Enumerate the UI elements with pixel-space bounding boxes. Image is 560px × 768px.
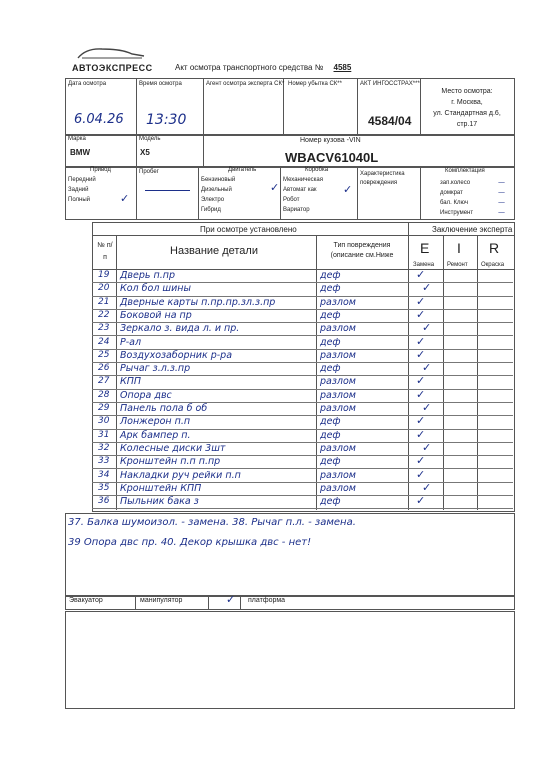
col-r-sub: Окраска <box>481 262 505 268</box>
row-damage-type: разлом <box>320 469 356 481</box>
row-number: 35 <box>98 482 110 493</box>
row-number: 25 <box>98 349 110 360</box>
act-title: Акт осмотра транспортного средства № <box>175 63 324 72</box>
row-number: 21 <box>98 296 110 307</box>
gearbox-item: Вариатор <box>283 207 310 213</box>
engine-title: Двигатель <box>228 167 257 173</box>
vin-value: WBACV61040L <box>285 150 379 165</box>
col-r-header: R <box>489 240 500 256</box>
row-damage-type: деф <box>320 416 341 428</box>
table-row <box>92 283 513 296</box>
table-row <box>92 416 513 429</box>
brand-value: BMW <box>70 148 90 157</box>
row-damage-type: разлом <box>320 349 356 361</box>
col-i-header: I <box>457 240 461 256</box>
place-value-2: ул. Стандартная д.6, <box>433 110 501 117</box>
gearbox-check-icon: ✓ <box>343 184 353 196</box>
engine-check-icon: ✓ <box>270 182 280 194</box>
row-number: 22 <box>98 309 110 320</box>
row-check-icon: ✓ <box>422 481 432 494</box>
evac-row <box>65 595 515 610</box>
row-number: 20 <box>98 283 110 294</box>
engine-item: Гибрид <box>201 207 221 213</box>
row-damage-type: деф <box>320 336 341 348</box>
agent-label: АКТ ИНГОССТРАХ*** <box>360 81 420 87</box>
engine-list <box>201 175 235 215</box>
row-part-name: Кронштейн п.п п.пр <box>120 456 221 468</box>
vin-label: Номер кузова -VIN <box>300 137 361 144</box>
page-title <box>175 63 351 72</box>
row-check-icon: ✓ <box>422 322 432 335</box>
row-check-icon: ✓ <box>416 415 426 428</box>
row-part-name: КПП <box>120 376 142 388</box>
row-check-icon: ✓ <box>416 269 426 281</box>
row-damage-type: деф <box>320 496 341 508</box>
logo <box>72 46 153 73</box>
row-damage-type: разлом <box>320 376 356 388</box>
time-value: 13:30 <box>146 112 187 128</box>
kit-item: зап.колесо <box>440 180 471 186</box>
agent-value: 4584/04 <box>368 114 412 128</box>
row-number: 33 <box>98 456 110 467</box>
row-part-name: Панель пола б об <box>120 403 208 414</box>
table-row <box>92 323 513 336</box>
row-damage-type: деф <box>320 270 341 281</box>
mileage-label: Пробег <box>139 169 159 175</box>
model-value: X5 <box>140 148 150 157</box>
table-row <box>92 470 513 483</box>
col-num-header: № п/п <box>97 242 113 261</box>
col-e-sub: Замена <box>413 262 435 268</box>
row-check-icon: ✓ <box>416 455 426 468</box>
row-damage-type: деф <box>320 309 341 321</box>
gearbox-list <box>283 175 323 215</box>
damage-character-label: Характеристика повреждения <box>360 171 405 186</box>
evac-manip: манипулятор <box>140 597 183 604</box>
table-row <box>92 390 513 403</box>
evac-platform: платформа <box>248 597 286 604</box>
date-value: 6.04.26 <box>74 112 124 127</box>
row-part-name: Накладки руч рейки п.п <box>120 469 241 481</box>
gearbox-title: Коробка <box>305 167 329 173</box>
evac-check-icon: ✓ <box>226 594 236 606</box>
row-damage-type: деф <box>320 429 341 441</box>
row-check-icon: ✓ <box>416 428 426 441</box>
drive-title: Привод <box>90 167 111 173</box>
bottom-box <box>65 611 515 709</box>
row-check-icon: ✓ <box>416 295 426 308</box>
row-number: 24 <box>98 336 110 347</box>
table-row <box>92 376 513 389</box>
row-damage-type: деф <box>320 283 341 295</box>
place-value-3: стр.17 <box>456 121 478 128</box>
row-part-name: Боковой на пр <box>120 309 192 321</box>
row-part-name: Зеркало з. вида л. и пр. <box>120 323 240 335</box>
row-check-icon: ✓ <box>422 402 432 414</box>
table-row <box>92 430 513 443</box>
table-row <box>92 310 513 323</box>
expert-title: Заключение эксперта <box>432 225 513 234</box>
col-i-sub: Ремонт <box>447 262 468 268</box>
row-part-name: Пыльник бака з <box>120 496 199 508</box>
row-check-icon: ✓ <box>416 468 426 481</box>
gearbox-item: Автомат как <box>283 187 317 193</box>
row-number: 28 <box>98 389 110 400</box>
model-label: Модель <box>139 136 161 142</box>
row-check-icon: ✓ <box>416 375 426 388</box>
row-number: 36 <box>98 496 110 507</box>
table-row <box>92 403 513 416</box>
table-row <box>92 443 513 456</box>
loss-number-label: Номер убытка СК** <box>288 81 342 87</box>
row-damage-type: разлом <box>320 482 356 494</box>
row-part-name: Кронштейн КПП <box>120 482 202 494</box>
row-part-name: Рычаг з.л.з.пр <box>120 363 191 375</box>
row-part-name: Лонжерон п.п <box>120 416 191 428</box>
kit-item: Инструмент <box>440 210 474 216</box>
date-label: Дата осмотра <box>68 81 107 87</box>
row-check-icon: ✓ <box>422 362 432 375</box>
row-number: 32 <box>98 442 110 453</box>
section-title: При осмотре установлено <box>200 225 297 234</box>
drive-list <box>68 175 96 205</box>
table-row <box>92 456 513 469</box>
row-number: 34 <box>98 469 110 480</box>
gearbox-item: Робот <box>283 197 300 203</box>
engine-item: Бензиновый <box>201 177 236 183</box>
row-check-icon: ✓ <box>422 282 432 295</box>
row-check-icon: ✓ <box>416 335 426 348</box>
row-part-name: Арк бампер п. <box>120 429 191 441</box>
row-check-icon: ✓ <box>416 348 426 361</box>
row-check-icon: ✓ <box>416 495 426 508</box>
row-number: 29 <box>98 403 110 413</box>
drive-check-icon: ✓ <box>120 193 130 205</box>
col-name-header: Название детали <box>170 245 258 257</box>
table-row <box>92 297 513 310</box>
row-part-name: Воздухозаборник р-ра <box>120 349 233 361</box>
row-damage-type: разлом <box>320 389 356 401</box>
row-part-name: Кол бол шины <box>120 283 191 295</box>
act-number: 4585 <box>333 63 352 72</box>
kit-item: домкрат <box>440 190 463 196</box>
row-damage-type: деф <box>320 363 341 375</box>
table-row <box>92 337 513 350</box>
row-damage-type: деф <box>320 456 341 468</box>
row-part-name: Р-ал <box>120 336 142 348</box>
table-row <box>92 350 513 363</box>
drive-item: Полный <box>68 197 90 203</box>
row-number: 27 <box>98 376 110 387</box>
row-number: 26 <box>98 363 110 374</box>
row-damage-type: разлом <box>320 323 356 335</box>
row-damage-type: разлом <box>320 296 356 308</box>
row-check-icon: ✓ <box>416 388 426 401</box>
col-type-header: Тип повреждения (описание см.Ниже <box>330 242 394 259</box>
kit-list <box>440 178 473 218</box>
place-value-1: г. Москва, <box>451 99 483 106</box>
drive-item: Передний <box>68 177 96 183</box>
table-row <box>92 483 513 496</box>
notes-line-2: 39 Опора двс пр. 40. Декор крышка двс - нет! <box>68 537 312 548</box>
place-label: Место осмотра: <box>441 88 493 95</box>
row-check-icon: ✓ <box>422 441 432 454</box>
engine-item: Дизельный <box>201 187 232 193</box>
kit-item: бал. Ключ <box>440 200 468 206</box>
row-damage-type: разлом <box>320 403 356 414</box>
engine-item: Электро <box>201 197 225 203</box>
row-part-name: Колесные диски 3шт <box>120 442 226 454</box>
kit-title: Комплектация <box>445 168 485 174</box>
table-row <box>92 270 513 283</box>
expert-label: Агент осмотра эксперта СК* <box>206 81 285 87</box>
row-part-name: Дверь п.пр <box>120 270 175 281</box>
col-e-header: E <box>420 240 430 256</box>
table-row <box>92 363 513 376</box>
logo-text: АВТОЭКСПРЕСС <box>72 63 153 73</box>
row-number: 31 <box>98 429 110 440</box>
notes-line-1: 37. Балка шумоизол. - замена. 38. Рычаг п.л. - замена. <box>68 517 356 528</box>
drive-item: Задний <box>68 187 89 193</box>
car-logo-icon <box>72 46 150 60</box>
place-block <box>420 86 514 130</box>
row-part-name: Опора двс <box>120 389 172 401</box>
time-label: Время осмотра <box>139 81 182 87</box>
kit-dashes: — — — — <box>498 178 505 216</box>
row-number: 19 <box>98 270 110 280</box>
row-part-name: Дверные карты п.пр.пр.зл.з.пр <box>120 296 276 308</box>
table-row <box>92 496 513 509</box>
gearbox-item: Механическая <box>283 177 324 183</box>
row-number: 23 <box>98 323 110 334</box>
row-check-icon: ✓ <box>416 308 426 321</box>
brand-label: Марка <box>68 136 86 142</box>
row-damage-type: разлом <box>320 442 356 454</box>
row-number: 30 <box>98 416 110 427</box>
evac-label: Эвакуатор <box>69 597 103 604</box>
